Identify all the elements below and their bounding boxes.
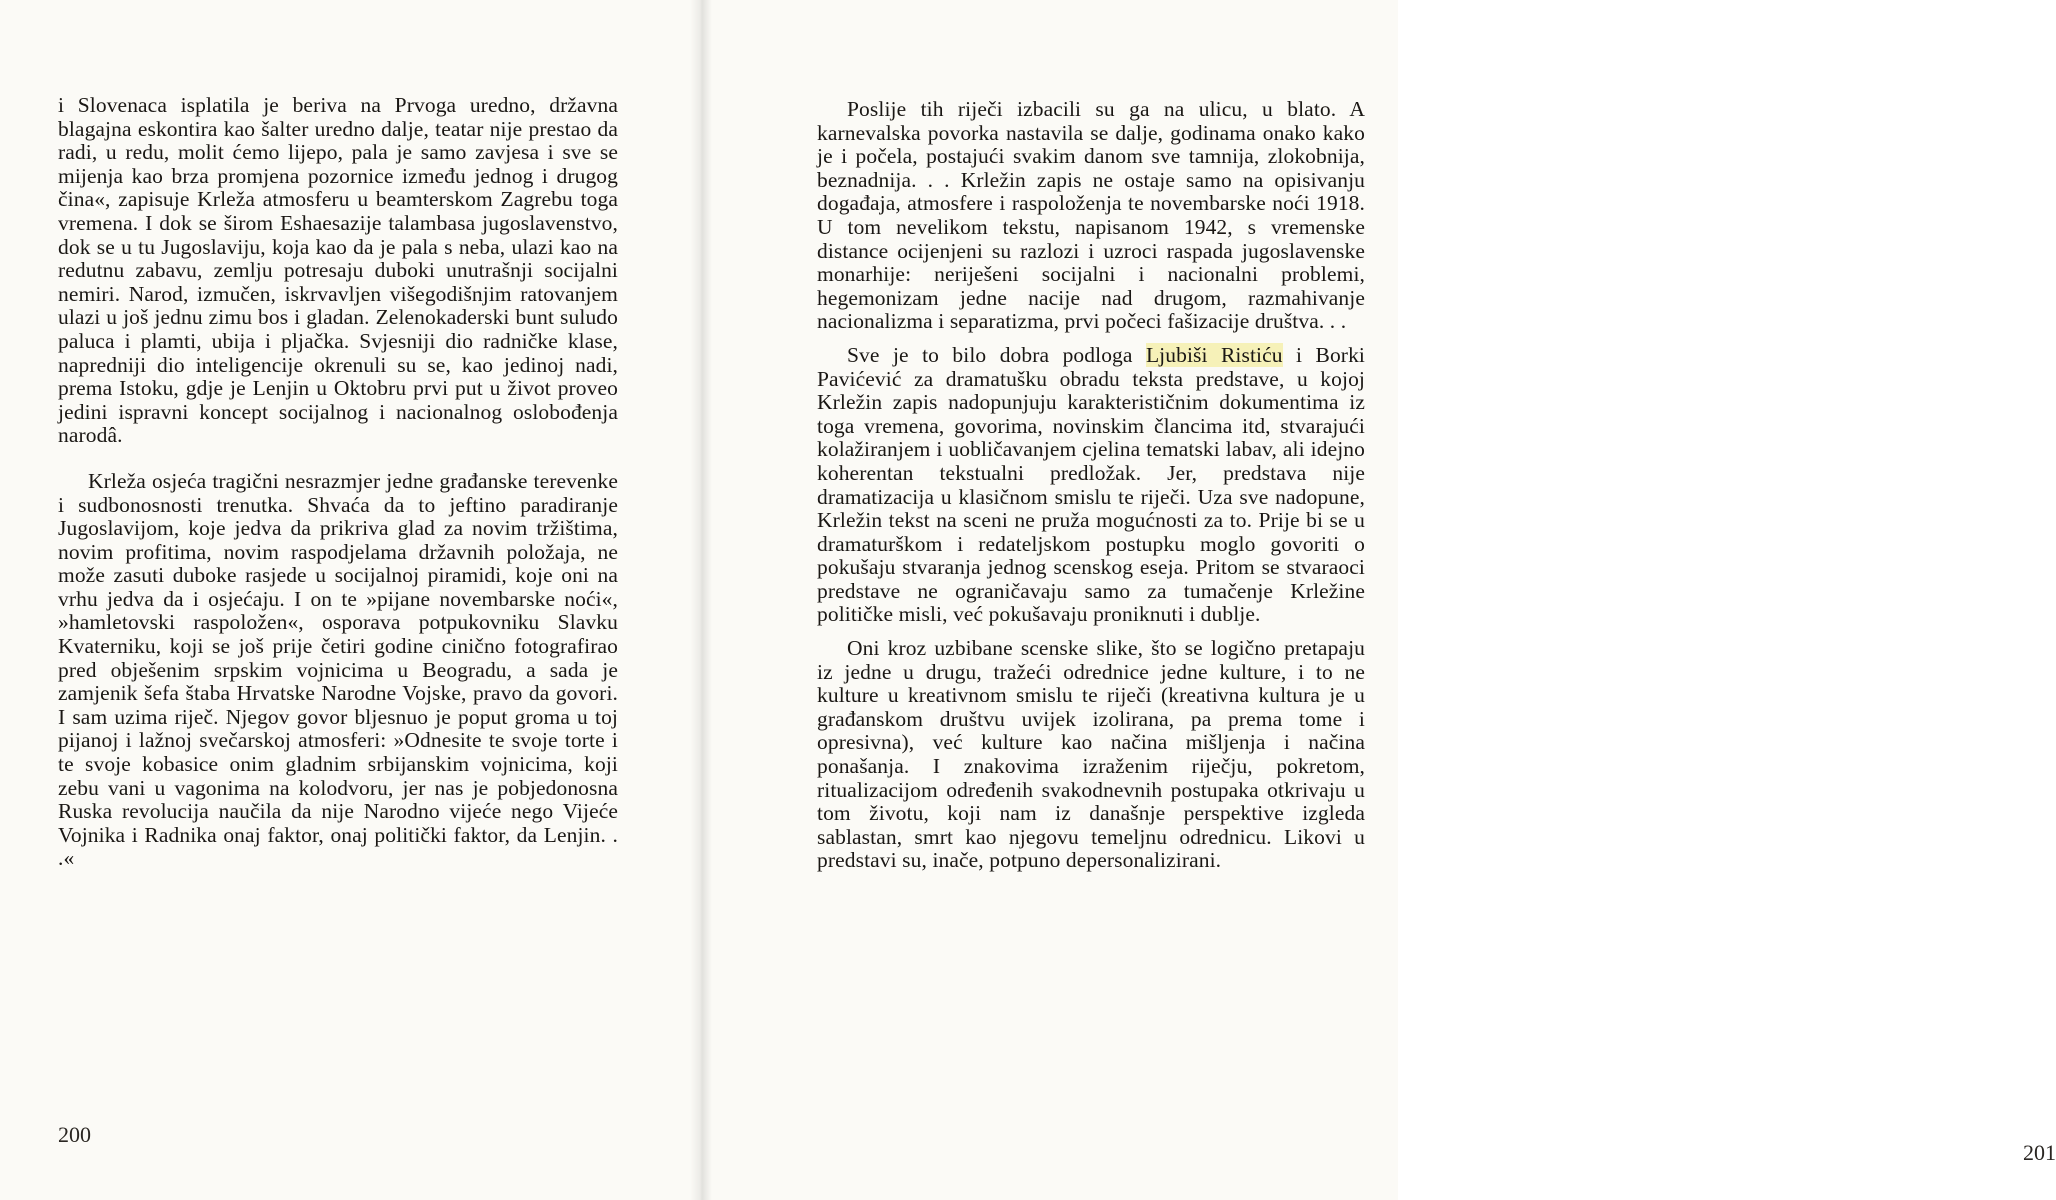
highlighted-name: Ljubiši Ristiću: [1145, 342, 1283, 367]
left-page-text: [58, 94, 618, 871]
page-number-right: 201: [2023, 1140, 2056, 1165]
right-page: [699, 0, 2056, 1200]
right-paragraph-2-rest: i Borki Pavićević za dramatušku obradu teksta predstave, u kojoj Krležin zapis nadopunjuju karakterističnim dokumentima iz toga vremena, govorima, novinskim člancima itd, stvarajući kolažiranjem i uobličavanjem cjelina tematski labav, ali idejno koherentan tekstualni predložak. Jer, predstava nije dramatizacija u klasičnom smislu te riječi. Uza sve nadopune, Krležin tekst na sceni ne pruža mogućnosti za to. Prije bi se u dramaturškom i redateljskom postupku moglo govoriti o pokušaju stvaranja jednog scenskog eseja. Pritom se stvaraoci predstave ne ograničavaju samo za tumačenje Krležine političke misli, već pokušavaju proniknuti i dublje.: [817, 342, 1365, 627]
page-number-left: 200: [58, 1122, 91, 1147]
right-paragraph-1: Poslije tih riječi izbacili su ga na ulicu, u blato. A karnevalska povorka nastavila se dalje, godinama onako kako je i počela, postajući svakim danom sve tamnija, zlokobnija, beznadnija. . . Krležin zapis ne ostaje samo na opisivanju događaja, atmosfere i raspoloženja te novembarske noći 1918. U tom nevelikom tekstu, napisanom 1942, s vremenske distance ocijenjeni su razlozi i uzroci raspada jugoslavenske monarhije: neriješeni socijalni i nacionalni problemi, hegemonizam jedne nacije nad drugom, razmahivanje nacionalizma i separatizma, prvi počeci fašizacije društva. . .: [817, 97, 1365, 334]
left-paragraph-2: Krleža osjeća tragični nesrazmjer jedne građanske terevenke i sudbonosnosti trenutka. Shvaća da to jeftino paradiranje Jugoslavijom, koje jedva da prikriva glad za novim tržištima, novim profitima, novim raspodjelama državnih položaja, ne može zasuti duboke rasjede u socijalnoj piramidi, koje oni na vrhu jedva da i osjećaju. I on te »pijane novembarske noći«, »hamletovski raspoložen«, osporava potpukovniku Slavku Kvaterniku, koji se još prije četiri godine cinično fotografirao pred obješenim srpskim vojnicima u Beogradu, a sada je zamjenik šefa štaba Hrvatske Narodne Vojske, pravo da govori. I sam uzima riječ. Njegov govor bljesnuo je poput groma u toj pijanoj i lažnoj svečarskoj atmosferi: »Odnesite te svoje torte i te svoje kobasice onim gladnim srbijanskim vojnicima, koji zebu vani u vagonima na kolodvoru, jer nas je pobjedonosna Ruska revolucija naučila da nije Narodno vijeće nego Vijeće Vojnika i Radnika onaj faktor, onaj politički faktor, da Lenjin. . .«: [58, 468, 618, 871]
right-page-text: [817, 98, 1365, 873]
left-paragraph-1: i Slovenaca isplatila je beriva na Prvoga uredno, državna blagajna eskontira kao šalter uredno dalje, teatar nije prestao da radi, u redu, molit ćemo lijepo, pala je samo zavjesa i sve se mijenja kao brza promjena pozornice između jednog i drugog čina«, zapisuje Krleža atmosferu u beamterskom Zagrebu toga vremena. I dok se širom Eshaesazije talambasa jugoslavenstvo, dok se u tu Jugoslaviju, koja kao da je pala s neba, ulazi kao na redutnu zabavu, zemlju potresaju duboki unutrašnji socijalni nemiri. Narod, izmučen, iskrvavljen višegodišnjim ratovanjem ulazi u još jednu zimu bos i gladan. Zelenokaderski bunt suludo paluca i plamti, ubija i pljačka. Svjesniji dio radničke klase, napredniji dio inteligencije okrenuli su se, kao jedinoj nadi, prema Istoku, gdje je Lenjin u Oktobru prvi put u život proveo jedini ispravni koncept socijalnog i nacionalnog oslobođenja narodâ.: [58, 93, 618, 448]
right-paragraph-3: Oni kroz uzbibane scenske slike, što se logično pretapaju iz jedne u drugu, tražeći odrednice jedne kulture, i to ne kulture u kreativnom smislu te riječi (kreativna kultura je u građanskom društvu uvijek izolirana, pa prema tome i opresivna), već kulture kao načina mišljenja i načina ponašanja. I znakovima izraženim riječju, pokretom, ritualizacijom određenih svakodnevnih postupaka otkrivaju u tom životu, koji nam iz današnje perspektive izgleda sablastan, smrt kao njegovu temeljnu odrednicu. Likovi u predstavi su, inače, potpuno depersonalizirani.: [817, 636, 1365, 873]
book-gutter: [690, 0, 712, 1200]
right-paragraph-2: [817, 344, 1365, 627]
left-page: [0, 0, 699, 1200]
right-paragraph-2-start: Sve je to bilo dobra podloga: [847, 342, 1146, 367]
